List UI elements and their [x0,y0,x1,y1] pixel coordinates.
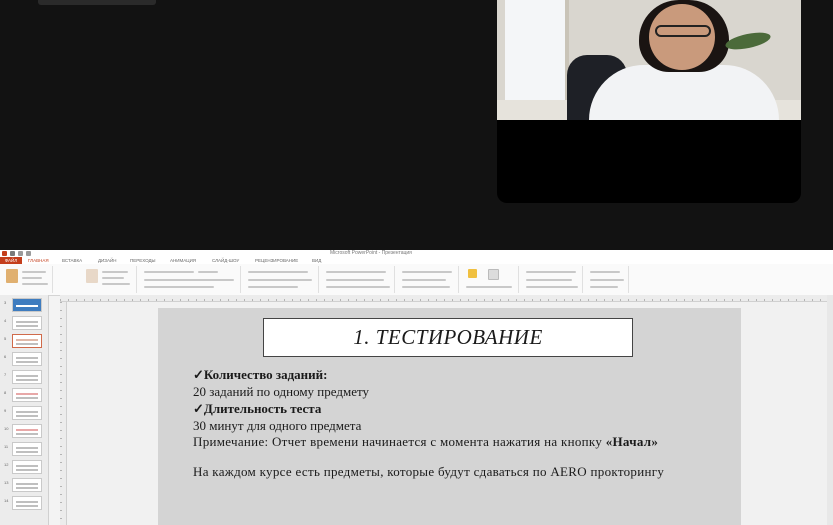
slide-thumbnail[interactable] [12,460,42,474]
participant-video-tile[interactable] [497,0,801,203]
paste-icon[interactable] [6,269,18,283]
ribbon-group-shape-format [522,266,583,293]
slide-thumbnail-selected[interactable] [12,334,42,348]
ribbon-group-text-tools [322,266,395,293]
slide-thumbnail[interactable] [12,442,42,456]
thumb-number: 13 [4,480,9,485]
glasses-icon [655,25,711,37]
plant-leaves [724,29,772,52]
thumb-number: 6 [4,354,7,359]
tab-animations[interactable]: АНИМАЦИЯ [170,258,197,263]
slide-thumbnail[interactable] [12,388,42,402]
ribbon [0,264,833,296]
undo-icon[interactable] [18,251,23,256]
slide-thumbnail[interactable] [12,496,42,510]
slide-title-box[interactable] [263,318,633,357]
slide-thumbnail[interactable] [12,298,42,312]
thumb-number: 14 [4,498,9,503]
meeting-corner-tab[interactable] [38,0,156,5]
thumb-number: 10 [4,426,9,431]
save-icon[interactable] [10,251,15,256]
tab-insert[interactable]: ВСТАВКА [62,258,83,263]
slide-line-test-duration-value: 30 минут для одного предмета [193,418,362,433]
slide-thumbnail[interactable] [12,424,42,438]
redo-icon[interactable] [26,251,31,256]
thumb-number: 12 [4,462,9,467]
quick-styles-icon[interactable] [488,269,499,280]
slide-bullet-task-count: ✓Количество заданий: [193,367,328,382]
slide-thumbnail[interactable] [12,478,42,492]
ribbon-group-arrange [462,266,519,293]
slide-footer-note: На каждом курсе есть предметы, которые будут сдаваться по AERO прокторингу [193,464,665,479]
slide-thumbnail[interactable] [12,370,42,384]
window-title: Microsoft PowerPoint - Презентация [330,250,412,256]
thumb-number: 5 [4,336,7,341]
tab-slideshow[interactable]: СЛАЙД-ШОУ [212,258,240,263]
thumb-number: 7 [4,372,7,377]
slide-thumbnail[interactable] [12,352,42,366]
new-slide-icon[interactable] [86,269,98,283]
tab-view[interactable]: ВИД [312,258,322,263]
slide-note-text: Примечание: Отчет времени начинается с момента нажатия на кнопку [193,434,606,449]
tab-design[interactable]: ДИЗАЙН [98,258,117,263]
powerpoint-app-icon[interactable] [2,251,7,256]
participant-video-frame [497,0,801,120]
participant-face [649,4,715,70]
tab-file[interactable]: ФАЙЛ [0,257,22,264]
tab-review[interactable]: РЕЦЕНЗИРОВАНИЕ [255,258,299,263]
slide-note-start-label: «Начал» [605,434,659,449]
slide-thumbnail[interactable] [12,316,42,330]
slide-line-task-count-value: 20 заданий по одному предмету [193,384,369,399]
thumb-number: 11 [4,444,9,449]
vertical-scrollbar[interactable] [827,295,833,525]
ribbon-tab-row [0,257,833,264]
tab-home[interactable]: ГЛАВНАЯ [28,258,49,263]
ribbon-group-font [140,266,241,293]
ribbon-group-clipboard [2,266,53,293]
tab-transitions[interactable]: ПЕРЕХОДЫ [130,258,156,263]
slide-bullet-test-duration: ✓Длительность теста [193,401,322,416]
thumb-number: 9 [4,408,7,413]
ribbon-group-slides [56,266,137,293]
vertical-ruler [60,302,67,525]
meeting-background [0,0,833,250]
thumb-number: 4 [4,318,7,323]
ribbon-group-drawing [398,266,459,293]
horizontal-ruler [60,295,833,302]
thumb-number: 3 [4,300,7,305]
ribbon-group-paragraph [244,266,319,293]
thumb-number: 8 [4,390,7,395]
current-slide[interactable] [158,308,741,525]
slide-title: 1. ТЕСТИРОВАНИЕ [353,325,543,349]
background-window [505,0,569,100]
ribbon-group-editing [586,266,629,293]
arrange-icon[interactable] [468,269,477,278]
slide-thumbnail[interactable] [12,406,42,420]
slide-thumbnail-panel[interactable] [0,295,49,525]
slide-note [193,435,718,448]
participant-body [589,65,779,120]
